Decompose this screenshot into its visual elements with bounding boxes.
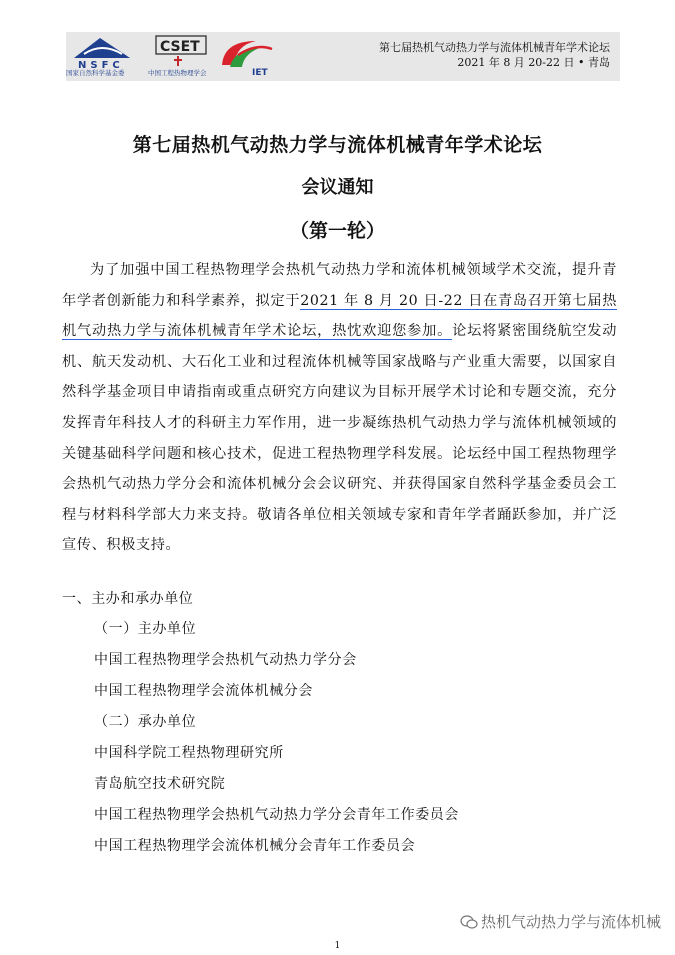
intro-text-b: 论坛将紧密围绕航空发动机、航天发动机、大石化工业和过程流体机械等国家战略与产业重大需要，以国家自然科学基金项目申请指南或重点研究方向建议为目标开展学术讨论和专题交流，充分发挥青年科技人才的科研主力军作用，进一步凝练热机气动热力学与流体机械领域的关键基础科学问题和核心技术，促进工程热物理学科发展。论坛经中国工程热物理学会热机气动热力学分会和流体机械分会会议研究、并获得国家自然科学基金委员会工程与材料科学部大力来支持。敬请各单位相关领域专家和青年学者踊跃参加，并广泛宣传、积极支持。 <box>62 323 617 554</box>
header-title: 第七届热机气动热力学与流体机械青年学术论坛 <box>379 41 610 54</box>
iet-logo-mark: IET <box>252 68 268 78</box>
iet-logo <box>216 35 278 79</box>
cset-logo-label: 中国工程热物理学会 <box>148 69 207 77</box>
intro-text-a: 为了加强中国工程热物理学会热机气动热力学和流体机械领域学术交流，提升青年学者创新能力和科学素养，拟定于 <box>62 262 617 309</box>
intro-highlight: 2021 年 8 月 20 日-22 日在青岛召开第七届热机气动热力学与流体机械青年学术论坛，热忱欢迎您参加。 <box>62 292 617 340</box>
organizer-item: 中国工程热物理学会热机气动热力学分会青年工作委员会 <box>94 807 459 823</box>
sponsor-item: 中国工程热物理学会流体机械分会 <box>94 683 313 699</box>
document-subtitle: 会议通知 <box>301 177 374 198</box>
intro-paragraph <box>62 255 617 561</box>
organizer-item: 中国工程热物理学会流体机械分会青年工作委员会 <box>94 838 416 854</box>
nsfc-logo-label: 国家自然科学基金委 <box>66 69 125 77</box>
page-number: 1 <box>334 941 341 951</box>
watermark <box>460 911 661 932</box>
section1-sub2: （二）承办单位 <box>94 714 197 730</box>
header-banner <box>66 32 620 81</box>
document-title: 第七届热机气动热力学与流体机械青年学术论坛 <box>132 134 543 156</box>
section1-sub1: （一）主办单位 <box>94 621 197 637</box>
organizer-item: 中国科学院工程热物理研究所 <box>94 745 284 761</box>
cset-logo <box>154 34 208 68</box>
section1-heading: 一、主办和承办单位 <box>62 591 194 607</box>
wechat-icon <box>460 915 478 929</box>
header-info <box>379 40 610 70</box>
organizer-item: 青岛航空技术研究院 <box>94 776 226 792</box>
document-round: （第一轮） <box>289 220 385 242</box>
header-date-place: 2021 年 8 月 20-22 日 • 青岛 <box>457 56 610 69</box>
watermark-text: 热机气动热力学与流体机械 <box>480 913 661 931</box>
nsfc-logo-mark: NSFC <box>78 60 124 71</box>
cset-logo-mark: CSET <box>160 39 200 55</box>
sponsor-item: 中国工程热物理学会热机气动热力学分会 <box>94 652 357 668</box>
